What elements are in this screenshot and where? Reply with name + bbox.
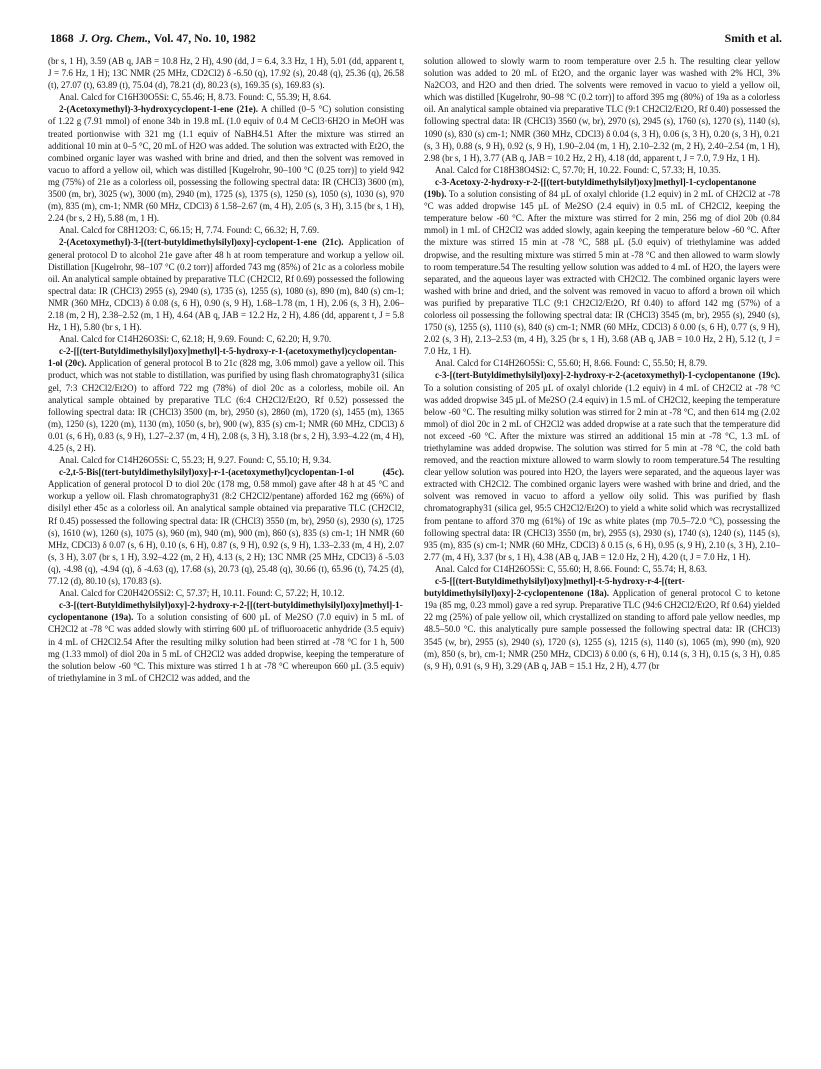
paragraph-text: Application of general protocol C to ketone 19a (85 mg, 0.23 mmol) gave a red syrup. Preparative TLC (94:6 CH2Cl2/Et2O, Rf 0.64) yielded 22 mg (25%) of pale yellow oil, which crystallized on standing to afford pale yellow needles, mp 48.5–50.0 °C. this analytically pure sample possessed the following spectral data: IR (CHCl3) 3545 (w, br), 2955 (s), 2940 (s), 1720 (s), 1255 (s), 1215 (s), 1140 (s), 1065 (m), 990 (m), 920 (m), 850 (s, br), cm-1; NMR (250 MHz, CDCl3) δ 0.00 (s, 6 H), 0.14 (s, 3 H), 0.15 (s, 3 H), 0.85 (s, 9 H), 0.91 (s, 9 H), 3.29 (AB q, JAB = 15.1 Hz, 2 H), 4.77 (br [424, 588, 780, 671]
paragraph-text: Anal. Calcd for C18H38O4Si2: C, 57.70; H, 10.22. Found: C, 57.33; H, 10.35. [435, 164, 721, 175]
paragraph [48, 103, 404, 224]
paragraph-text: Application of general protocol D to alcohol 21e gave after 48 h at room temperature and workup a yellow oil. Distillation [Kugelrohr, 98–107 °C (0.2 torr)] afforded 743 mg (85%) of 21c as a colorless mobile oil. An analytical sample obtained by preparative TLC (CH2Cl2, Rf 0.69) possessed the following spectral data: IR (CHCl3) 2955 (s), 2940 (s), 1735 (s), 1255 (s), 1080 (s), 890 (m), 840 (s) cm-1; NMR (360 MHz, CDCl3) δ 0.08 (s, 6 H), 0.90 (s, 9 H), 1.68–1.78 (m, 1 H), 2.06 (s, 3 H), 2.06–2.18 (m, 2 H), 2.38–2.52 (m, 1 H), 4.64 (AB q, JAB = 12.2 Hz, 2 H), 4.86 (dd, apparent t, J = 5.8 Hz, 1 H), 5.80 (br s, 1 H). [48, 237, 405, 333]
compound-heading: c-5-[[(tert-Butyldimethylsilyl)oxy]methyl]-t-5-hydroxy-r-4-[(tert-butyldimethylsilyl)oxy]-2-cyclopentenone (18a). [424, 576, 685, 599]
paragraph-text: Application of general protocol B to 21c (828 mg, 3.06 mmol) gave a yellow oil. This product, which was not stable to distillation, was purified by using flash chromatography31 (silica gel, 7:3 CH2Cl2/Et2O) to afford 722 mg (78%) of diol 20c as a colorless, mobile oil. An analytical sample obtained by preparative TLC (6:4 CH2Cl2/Et2O, Rf 0.52) possessed the following spectral data: IR (CHCl3) 3500 (m, br), 2950 (s), 2860 (m), 1720 (s), 1455 (m), 1365 (m), 1250 (s), 1220 (m), 1130 (m), 1050 (s, br), 900 (w), 835 (s) cm-1; NMR (60 MHz, CDCl3) δ 0.01 (s, 6 H), 0.83 (s, 9 H), 1.27–2.37 (m, 4 H), 2.08 (s, 3 H), 3.18 (br s, 2 H), 3.93–4.22 (m, 4 H), 4.25 (s, 2 H). [48, 358, 405, 453]
journal-name: J. Org. Chem., [79, 31, 151, 45]
paragraph-text: Anal. Calcd for C8H12O3: C, 66.15; H, 7.74. Found: C, 66.32; H, 7.69. [59, 225, 320, 236]
paragraph-text: To a solution consisting of 600 µL of Me2SO (7.0 equiv) in 5 mL of CH2Cl2 at -78 °C was added slowly with stirring 600 µL of trifluoroacetic anhydride (3.5 equiv) in 4 mL of CH2Cl2.54 After the resulting milky solution had been stirred at -78 °C for 1 h, 500 mg (1.33 mmol) of diol 20a in 5 mL of CH2Cl2 was added dropwise, keeping the temperature of the solution below -60 °C. This mixture was stirred 1 h at -78 °C whereupon 660 µL (3.5 equiv) of triethylamine in 3 mL of CH2Cl2 was added, and the [48, 612, 404, 683]
paragraph [424, 563, 780, 575]
compound-heading: c-3-Acetoxy-2-hydroxy-r-2-[[(tert-butyldimethylsilyl)oxy]methyl]-1-cyclopentanone (19b). [424, 176, 757, 200]
paragraph-text: Anal. Calcd for C20H42O5Si2: C, 57.37; H, 10.11. Found: C, 57.22; H, 10.12. [59, 588, 345, 599]
header-authors: Smith et al. [724, 31, 782, 45]
compound-heading: c-3-[(tert-Butyldimethylsilyl)oxy]-2-hydroxy-r-2-[[(tert-butyldimethylsilyl)oxy]methyl]-1-cyclopentanone (19a). [48, 600, 403, 623]
paragraph [424, 164, 780, 176]
compound-heading: c-2-[[(tert-Butyldimethylsilyl)oxy]methyl]-t-5-hydroxy-r-1-(acetoxymethyl)cyclopentan-1-ol (20c). [48, 346, 397, 369]
paragraph [48, 454, 404, 466]
paragraph-text: (br s, 1 H), 3.59 (AB q, JAB = 10.8 Hz, 2 H), 4.90 (dd, J = 6.4, 3.3 Hz, 1 H), 5.01 (dd, apparent t, J = 7.6 Hz, 1 H); 13C NMR (25 MHz, CD2Cl2) δ -6.50 (q), 17.92 (s), 20.48 (q), 25.36 (q), 26.58 (t), 27.07 (t), 63.89 (t), 75.04 (d), 78.21 (d), 80.23 (s), 169.35 (s), 169.83 (s). [48, 56, 404, 91]
paragraph-text: Anal. Calcd for C16H30O5Si: C, 55.46; H, 8.73. Found: C, 55.39; H, 8.64. [59, 92, 332, 103]
page-number: 1868 [50, 31, 74, 45]
paragraph-text: To a solution consisting of 84 µL of oxalyl chloride (1.2 equiv) in 2 mL of CH2Cl2 at -78 °C was added dropwise 145 µL of Me2SO (2.4 equiv) in 0.5 mL of CH2Cl2, keeping the temperature below -60 °C. After the mixture was stirred for 2 min, 256 mg of diol 20b (0.84 mmol) in 1 mL of CH2Cl2 was added slowly, again keeping the temperature below -60 °C. After the mixture was stirred 15 min at -78 °C, 588 µL (5.0 equiv) of triethylamine was added dropwise, and the resulting mixture was stirred 5 min at -78 °C and then allowed to warm slowly to room temperature.54 The resulting yellow solution was added to 4 mL of H2O, the layers were separated, and the aqueous layer was extracted with CH2Cl2. The combined organic layers were washed with brine and dried, and the solvent was removed in vacuo to afford a brown oil which was purified by preparative TLC (9:1 CH2Cl2/Et2O, Rf 0.40) to afford 142 mg (57%) of a colorless oil possessing the following spectral data: IR (CHCl3) 3545 (m, br), 2955 (s), 2940 (s), 1750 (s), 1255 (s), 1110 (s), 840 (s) cm-1; NMR (60 MHz, CDCl3) δ 0.00 (s, 6 H), 0.77 (s, 9 H), 2.02 (s, 3 H), 2.13–2.53 (m, 4 H), 3.25 (br s, 1 H), 3.68 (AB q, JAB = 10.0 Hz, 2 H), 5.12 (t, J = 7.0 Hz, 1 H). [424, 189, 780, 357]
paragraph [48, 91, 404, 103]
paragraph-text: A chilled (0–5 °C) solution consisting of 1.22 g (7.91 mmol) of enone 34b in 19.8 mL (1.0 equiv of 0.4 M CeCl3·6H2O in MeOH was treated portionwise with 321 mg (1.1 equiv of NaBH4.51 After the mixture was stirred an additional 10 min at 0–5 °C, 20 mL of H2O was added. The solution was extracted with Et2O, the combined organic layer was washed with brine and dried, and then the solvent was removed in vacuo to afford a yellow oil, which was distilled [Kugelrohr, 90–100 °C (0.25 torr)] to yield 942 mg (75%) of 21e as a colorless oil, possessing the following spectral data: IR (CHCl3) 3600 (m), 3500 (m, br), 3025 (w), 3000 (m), 2940 (m), 1725 (s), 1375 (s), 1250 (s), 1050 (s), 1030 (s), 970 (m), 835 (m), cm-1; NMR (60 MHz, CDCl3) δ 1.58–2.67 (m, 4 H), 2.05 (s, 3 H), 3.15 (br s, 1 H), 2.24 (br s, 2 H), 5.88 (m, 1 H). [48, 104, 404, 224]
paragraph [48, 599, 404, 684]
paragraph [48, 587, 404, 599]
paragraph [48, 466, 404, 587]
paragraph [424, 55, 780, 164]
paragraph [48, 333, 404, 345]
compound-heading: c-3-[(tert-Butyldimethylsilyl)oxy]-2-hydroxy-r-2-(acetoxymethyl)-1-cyclopentanone (19c). [435, 370, 780, 381]
left-column [48, 55, 404, 684]
paragraph [48, 224, 404, 236]
header-left [50, 31, 256, 46]
paragraph-text: Anal. Calcd for C14H26O5Si: C, 55.60; H, 8.66. Found: C, 55.74; H, 8.63. [435, 563, 708, 574]
paragraph [424, 176, 780, 357]
paragraph-text: Anal. Calcd for C14H26O3Si: C, 62.18; H, 9.69. Found: C, 62.20; H, 9.70. [59, 334, 332, 345]
paragraph-text: Anal. Calcd for C14H26O5Si: C, 55.60; H, 8.66. Found: C, 55.50; H, 8.79. [435, 358, 708, 369]
paragraph-text: solution allowed to slowly warm to room temperature over 2.5 h. The resulting clear yellow solution was added to 20 mL of Et2O, and the organic layer was washed with 2% HCl, 3% Na2CO3, and H2O and then dried. The solvents were removed in vacuo to yield a yellow oil, which was distilled [Kugelrohr, 90–98 °C (0.2 torr)] to afford 395 mg (80%) of 19a as a colorless oil. An analytical sample obtained via preparative TLC (9:1 CH2Cl2/Et2O, Rf 0.40) possessed the following spectral data: IR (CHCl3) 3560 (w, br), 2970 (s), 2945 (s), 1760 (s), 1270 (s), 1140 (s), 1090 (s), 830 (s) cm-1; NMR (360 MHz, CDCl3) δ 0.04 (s, 3 H), 0.06 (s, 3 H), 0.20 (s, 3 H), 0.21 (s, 3 H), 0.88 (s, 9 H), 0.92 (s, 9 H), 1.90–2.04 (m, 1 H), 2.10–2.32 (m, 2 H), 2.40–2.54 (m, 1 H), 2.98 (br s, 1 H), 3.77 (AB q, JAB = 10.2 Hz, 2 H), 4.18 (dd, apparent t, J = 7.0, 7.9 Hz, 1 H). [424, 56, 780, 163]
right-column [424, 55, 780, 672]
paragraph [424, 575, 780, 672]
paragraph [424, 369, 780, 563]
compound-heading: 2-(Acetoxymethyl)-3-hydroxycyclopent-1-ene (21e). [59, 104, 258, 115]
compound-heading: 2-(Acetoxymethyl)-3-[(tert-butyldimethylsilyl)oxy]-cyclopent-1-ene (21c). [59, 237, 344, 248]
paragraph [48, 345, 404, 454]
paragraph [424, 357, 780, 369]
paragraph [48, 55, 404, 91]
compound-heading: c-2,t-5-Bis[(tert-butyldimethylsilyl)oxy]-r-1-(acetoxymethyl)cyclopentan-1-ol (45c). [59, 467, 404, 478]
paragraph-text: To a solution consisting of 205 µL of oxalyl chloride (1.2 equiv) in 4 mL of CH2Cl2 at -78 °C was added dropwise 345 µL of Me2SO (2.4 equiv) in 1.5 mL of CH2Cl2, keeping the temperature below -60 °C. The resulting milky solution was stirred for 2 min at -78 °C, and then 614 mg (2.02 mmol) of diol 20c in 2 mL of CH2Cl2 was added dropwise at a rate such that the temperature did not exceed -60 °C. After the mixture was stirred an additional 15 min at -78 °C, 1.3 mL of triethylamine was added dropwise. The solution was stirred for 5 min at -78 °C, the cold bath removed, and the reaction mixture allowed to warm slowly to room temperature.54 The resulting clear yellow solution was poured into H2O, the layers were separated, and the aqueous layer was extracted with CH2Cl2. The combined organic layers were washed with brine and dried, and the solvent was removed in vacuo to afford a yellow oily solid. This was purified by flash chromatography31 (silica gel, 95:5 CH2Cl2/Et2O) to yield a white solid which was recrystallized from pentane to afford 370 mg (61%) of 19c as white plates (mp 70.5–72.0 °C), possessing the following spectral data: IR (CHCl3) 3550 (m, br), 2955 (s), 2930 (s), 1740 (s), 1240 (s), 1145 (s), 935 (m), 835 (s) cm-1; NMR (60 MHz, CDCl3) δ 0.15 (s, 6 H), 0.95 (s, 9 H), 2.10 (s, 3 H), 2.10–2.77 (m, 4 H), 3.37 (br s, 1 H), 4.38 (AB q, JAB = 12.0 Hz, 2 H), 4.20 (t, J = 7.0 Hz, 1 H). [424, 382, 780, 562]
paragraph [48, 236, 404, 333]
paragraph-text: Application of general protocol D to diol 20c (178 mg, 0.58 mmol) gave after 48 h at 45 °C and workup a yellow oil. Flash chromatography31 (8:2 CH2Cl2/pentane) afforded 162 mg (66%) of disilyl ether 45c as a colorless oil. An analytical sample obtained via preparative TLC (CH2Cl2, Rf 0.45) possessed the following spectral data: IR (CHCl3) 3550 (m, br), 2950 (s), 2930 (s), 1725 (s), 1610 (w), 1260 (s), 1075 (s), 960 (m), 940 (m), 900 (m), 860 (s), 835 (s) cm-1; 1H NMR (60 MHz, CDCl3) δ 0.07 (s, 6 H), 0.10 (s, 6 H), 0.87 (s, 9 H), 0.92 (s, 9 H), 1.33–2.33 (m, 4 H), 2.07 (s, 3 H), 3.07 (br s, 1 H), 3.92–4.22 (m, 2 H), 4.13 (s, 2 H); 13C NMR (25 MHz, CDCl3) δ -5.03 (q), -4.98 (q), -4.94 (q), δ -4.63 (q), 17.68 (s), 20.73 (q), 25.48 (q), 30.66 (t), 65.96 (t), 74.25 (d), 77.12 (d), 80.10 (s), 170.83 (s). [48, 479, 404, 587]
volume-issue: Vol. 47, No. 10, 1982 [153, 31, 256, 45]
paragraph-text: Anal. Calcd for C14H26O5Si: C, 55.23; H, 9.27. Found: C, 55.10; H, 9.34. [59, 455, 332, 466]
running-header [50, 31, 782, 47]
